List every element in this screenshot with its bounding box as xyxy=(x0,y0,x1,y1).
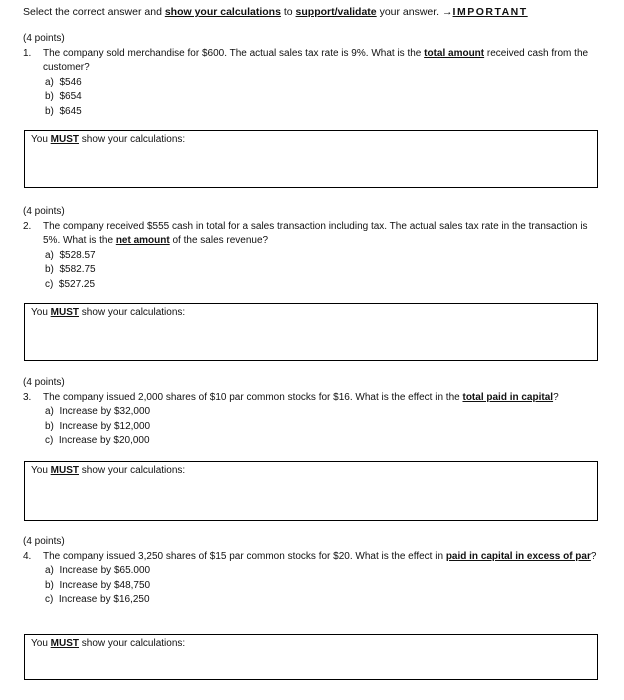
question-2 xyxy=(23,205,603,293)
q2-text-a: The company received $555 cash in total for a sales transaction including tax. The actual sales tax rate in the transaction is 5%. What is the xyxy=(43,220,588,247)
q2-option-a[interactable]: a) $528.57 xyxy=(45,249,96,261)
q1-option-a[interactable]: a) $546 xyxy=(45,76,82,88)
q4-stem xyxy=(23,550,603,565)
question-1 xyxy=(23,32,603,120)
q1-emphasis: total amount xyxy=(424,47,485,59)
q4-emphasis: paid in capital in excess of par xyxy=(445,550,591,562)
instructions-header xyxy=(23,6,528,18)
q4-number: 4. xyxy=(23,550,32,562)
header-to: to xyxy=(280,6,296,18)
q2-calculation-box[interactable]: You MUST show your calculations: xyxy=(24,303,598,361)
q4-option-c[interactable]: c) Increase by $16,250 xyxy=(45,594,150,606)
header-suffix: your answer. xyxy=(376,6,443,18)
q3-option-a[interactable]: a) Increase by $32,000 xyxy=(45,406,151,418)
question-4 xyxy=(23,535,603,608)
header-prefix: Select the correct answer and xyxy=(23,6,165,18)
q2-option-b[interactable]: b) $582.75 xyxy=(45,264,96,276)
header-support: support/validate xyxy=(295,6,377,18)
q4-option-a[interactable]: a) Increase by $65.000 xyxy=(45,565,151,577)
q2-emphasis: net amount xyxy=(115,235,170,247)
q4-text-b: ? xyxy=(590,550,597,562)
q1-option-c[interactable]: b) $645 xyxy=(45,105,82,117)
q4-option-b[interactable]: b) Increase by $48,750 xyxy=(45,579,151,591)
q3-number: 3. xyxy=(23,391,32,403)
q2-option-c[interactable]: c) $527.25 xyxy=(45,278,96,290)
q1-text-a: The company sold merchandise for $600. The actual sales tax rate is 9%. What is the xyxy=(43,47,425,59)
q2-stem xyxy=(23,220,603,249)
q3-text-a: The company issued 2,000 shares of $10 par common stocks for $16. What is the effect in the xyxy=(43,391,463,403)
q4-text-a: The company issued 3,250 shares of $15 par common stocks for $20. What is the effect in xyxy=(43,550,446,562)
q1-text-b: received cash from the customer? xyxy=(43,47,589,74)
q1-stem xyxy=(23,47,603,76)
header-show-calc: show your calculations xyxy=(164,6,281,18)
q3-option-c[interactable]: c) Increase by $20,000 xyxy=(45,435,150,447)
q3-points: (4 points) xyxy=(23,377,65,388)
q3-emphasis: total paid in capital xyxy=(462,391,554,403)
q1-option-b[interactable]: b) $654 xyxy=(45,91,82,103)
q2-points: (4 points) xyxy=(23,206,65,217)
question-3 xyxy=(23,376,603,449)
q3-stem xyxy=(23,391,603,406)
q2-text-b: of the sales revenue? xyxy=(169,235,269,247)
q1-points: (4 points) xyxy=(23,33,65,44)
q4-calculation-box[interactable]: You MUST show your calculations: xyxy=(24,634,598,680)
header-important: IMPORTANT xyxy=(452,6,528,18)
q3-text-b: ? xyxy=(553,391,559,403)
q2-number: 2. xyxy=(23,220,32,232)
q1-number: 1. xyxy=(23,47,32,59)
arrow-icon: → xyxy=(442,6,453,18)
q3-calculation-box[interactable]: You MUST show your calculations: xyxy=(24,461,598,521)
q1-calculation-box[interactable]: You MUST show your calculations: xyxy=(24,130,598,188)
q4-points: (4 points) xyxy=(23,536,65,547)
q3-option-b[interactable]: b) Increase by $12,000 xyxy=(45,420,151,432)
